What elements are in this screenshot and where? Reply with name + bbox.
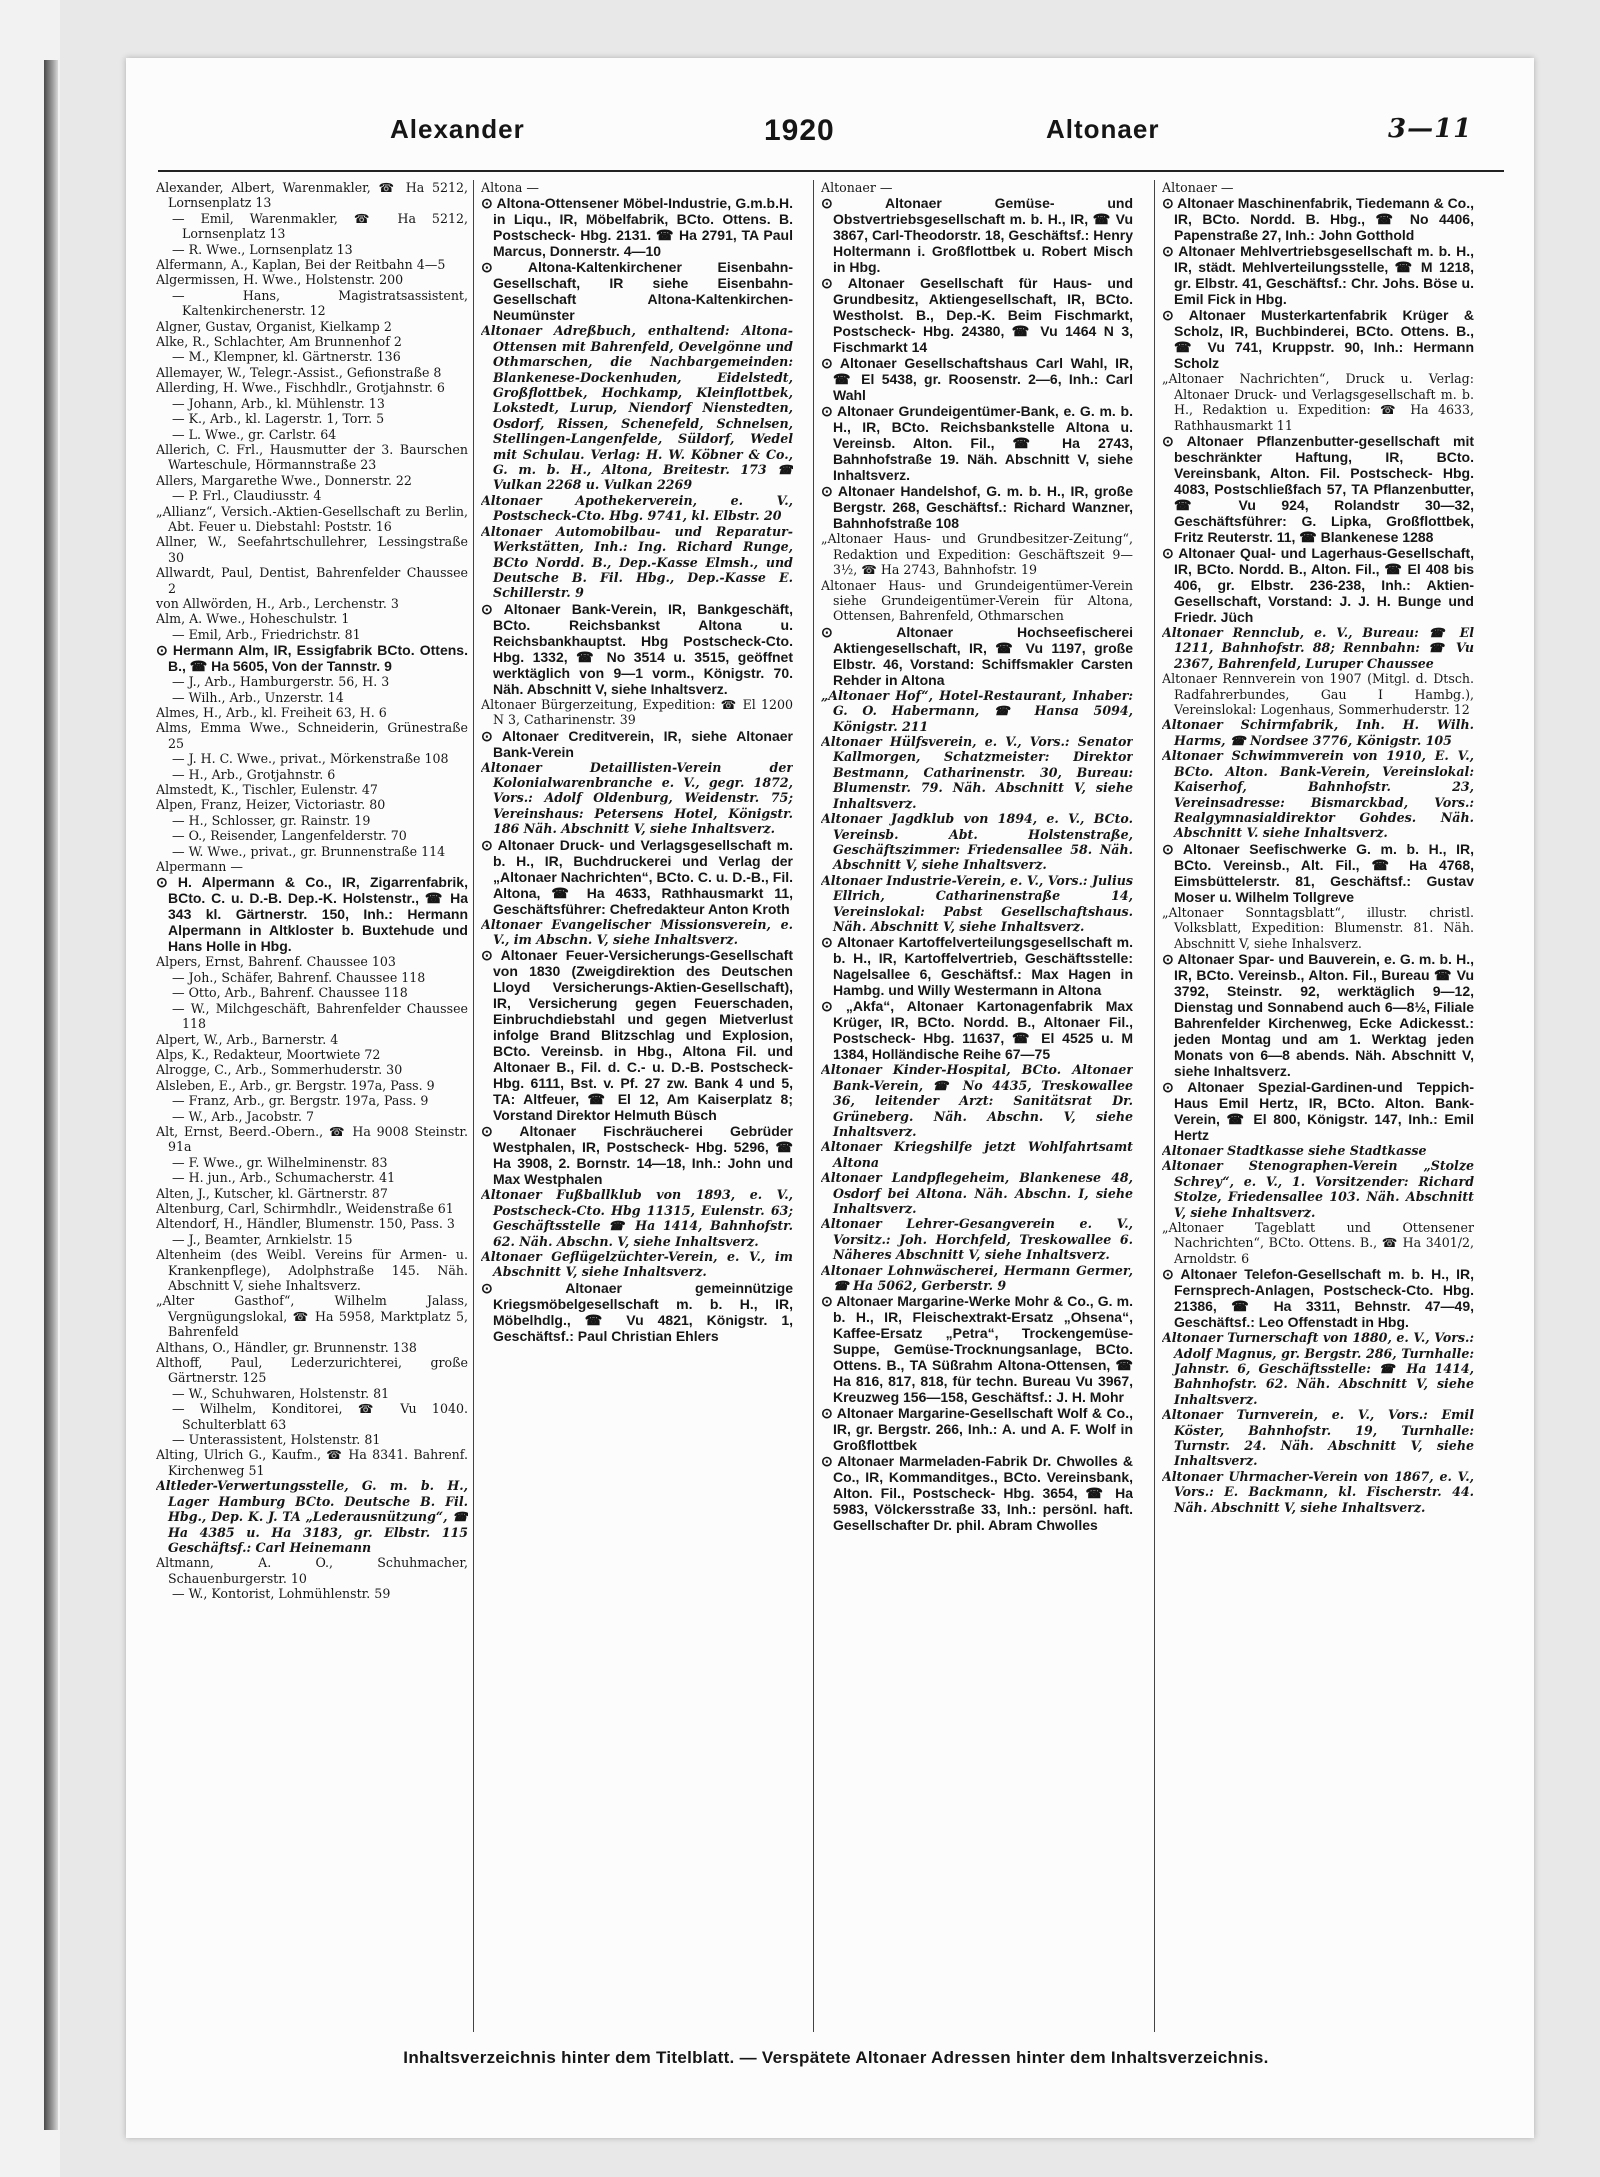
directory-entry: ⊙ Altonaer Feuer-Versicherungs-Gesellschaft von 1830 (Zweigdirektion des Deutschen Lloyd Versicherungs-Aktien-Gesellschaft), IR, Versicherung gegen Feuerschaden, Einbruchdiebstahl und gegen Mietverlust infolge Brand Blitzschlag und Explosion, BCto. Vereinsb. in Hbg., Altona Fil. und Altonaer B., Fil. d. C.- u. D.-B. Postscheck- Hbg. 6111, Bst. v. Pf. 27 zw. Bank 4 und 5, TA: Altfeuer, ☎ El 12, Am Kaiserplatz 8; Vorstand Direktor Helmuth Büsch <box>481 947 793 1124</box>
directory-entry: ⊙ Altona-Kaltenkirchener Eisenbahn-Gesellschaft, IR siehe Eisenbahn-Gesellschaft Altona-Kaltenkirchen-Neumünster <box>481 259 793 324</box>
directory-entry: ⊙ Altonaer Druck- und Verlagsgesellschaft m. b. H., IR, Buchdruckerei und Verlag der „Altonaer Nachrichten“, BCto. C. u. D.-B., Fil. Altona, ☎ Ha 4633, Rathhausmarkt 11, Geschäftsführer: Chefredakteur Anton Kroth <box>481 836 793 917</box>
directory-entry: — Wilhelm, Konditorei, ☎ Vu 1040. Schulterblatt 63 <box>172 1401 468 1432</box>
column-1 <box>156 180 468 2032</box>
directory-entry: — H. jun., Arb., Schumacherstr. 41 <box>172 1170 396 1186</box>
directory-entry: Altonaer Geflügelzüchter-Verein, e. V., im Abschnitt V, siehe Inhaltsverz. <box>481 1249 793 1280</box>
directory-entry: Alms, Emma Wwe., Schneiderin, Grünestraße 25 <box>156 720 468 751</box>
directory-entry: Althans, O., Händler, gr. Brunnenstr. 138 <box>156 1339 417 1355</box>
header-last-name: Altonaer <box>1046 114 1160 144</box>
directory-entry: „Altonaer Haus- und Grundbesitzer-Zeitung“, Redaktion und Expedition: Geschäftszeit 9—3½, ☎ Ha 2743, Bahnhofstr. 19 <box>821 531 1133 578</box>
directory-entry: Algner, Gustav, Organist, Kielkamp 2 <box>156 318 392 334</box>
directory-entry: Altonaer Lehrer-Gesangverein e. V., Vorsitz.: Joh. Horchfeld, Treskowallee 6. Näheres Abschnitt V, siehe Inhaltsverz. <box>821 1216 1133 1263</box>
directory-entry: Altenheim (des Weibl. Vereins für Armen- u. Krankenpflege), Adolphstraße 145. Näh. Abschnitt V, siehe Inhaltsverz. <box>156 1247 468 1293</box>
directory-entry: Alpers, Ernst, Bahrenf. Chaussee 103 <box>156 954 396 970</box>
directory-entry: „Allianz“, Versich.-Aktien-Gesellschaft zu Berlin, Abt. Feuer u. Diebstahl: Poststr. 16 <box>156 503 468 534</box>
directory-entry: Altonaer Turnverein, e. V., Vors.: Emil Köster, Bahnhofstr. 19, Turnhalle: Turnstr. 24. Näh. Abschnitt V, siehe Inhaltsverz. <box>1162 1407 1474 1469</box>
directory-entry: ⊙ Altonaer Spar- und Bauverein, e. G. m. b. H., IR, BCto. Vereinsb., Alton. Fil., Bureau ☎ Vu 3792, Steinstr. 92, werktäglich 9—12, Dienstag und Sonnabend auch 6—8½, Filiale Bahrenfelder Kirchenweg, Ecke Adickesst.: jeden Montag und am 1. Werktag jeden Monats von 6—8 abends. Näh. Abschnitt V, siehe Inhaltsverz. <box>1162 950 1474 1079</box>
directory-entry: Altonaer — <box>821 180 893 195</box>
directory-entry: Altmann, A. O., Schuhmacher, Schauenburgerstr. 10 <box>156 1555 468 1586</box>
directory-entry: Almes, H., Arb., kl. Freiheit 63, H. 6 <box>156 705 387 720</box>
directory-entry: ⊙ Altonaer Mehlvertriebsgesellschaft m. b. H., IR, städt. Mehlverteilungsstelle, ☎ M 1218, gr. Elbstr. 41, Geschäftsf.: Chr. Johs. Böse u. Emil Fick in Hbg. <box>1162 243 1474 308</box>
directory-entry: Alm, A. Wwe., Hoheschulstr. 1 <box>156 611 350 627</box>
directory-entry: Allemayer, W., Telegr.-Assist., Gefionstraße 8 <box>156 364 442 380</box>
directory-entry: Alpermann — <box>156 859 243 875</box>
directory-entry: — K., Arb., kl. Lagerstr. 1, Torr. 5 <box>172 411 385 427</box>
directory-entry: — W., Kontorist, Lohmühlenstr. 59 <box>172 1586 391 1602</box>
directory-entry: von Allwörden, H., Arb., Lerchenstr. 3 <box>156 595 399 611</box>
directory-entry: Altonaer Schwimmverein von 1910, E. V., BCto. Alton. Bank-Verein, Vereinslokal: Kaiserhof, Bahnhofstr. 23, Vereinsadresse: Bismarckbad, Vors.: Realgymnasialdirektor Gohdes. Näh. Abschnitt V. siehe Inhaltsverz. <box>1162 748 1474 841</box>
directory-entry: — Johann, Arb., kl. Mühlenstr. 13 <box>172 395 385 411</box>
header-first-name: Alexander <box>390 114 525 144</box>
directory-entry: Altonaer Automobilbau- und Reparatur-Werkstätten, Inh.: Ing. Richard Runge, BCto Nordd. B., Dep.-Kasse Elmsh., und Deutsche B. Fil. Hbg., Dep.-Kasse E. Schillerstr. 9 <box>481 523 793 601</box>
column-divider <box>813 180 814 2032</box>
directory-entry: — Emil, Arb., Friedrichstr. 81 <box>172 626 361 642</box>
directory-entry: ⊙ Altonaer Marmeladen-Fabrik Dr. Chwolles & Co., IR, Kommanditges., BCto. Vereinsbank, Alton. Fil., Postscheck- Hbg. 3654, ☎ Ha 5983, Völckersstraße 33, Inh.: persönl. haft. Gesellschafter Dr. phil. Abram Chwolles <box>821 1453 1133 1534</box>
directory-entry: ⊙ Altonaer Qual- und Lagerhaus-Gesellschaft, IR, BCto. Nordd. B., Alton. Fil., ☎ El 408 bis 406, gr. Elbstr. 236-238, Inh.: Aktien-Gesellschaft, Vorstand: J. J. H. Bunge und Friedr. Jüch <box>1162 545 1474 626</box>
directory-entry: Allerding, H. Wwe., Fischhdlr., Grotjahnstr. 6 <box>156 380 445 396</box>
directory-entry: Alten, J., Kutscher, kl. Gärtnerstr. 87 <box>156 1185 388 1201</box>
directory-entry: Altonaer Hülfsverein, e. V., Vors.: Senator Kallmorgen, Schatzmeister: Direktor Bestmann, Catharinenstr. 30, Bureau: Blumenstr. 79. Näh. Abschnitt V, siehe Inhaltsverz. <box>821 734 1133 811</box>
directory-entry: Almstedt, K., Tischler, Eulenstr. 47 <box>156 782 378 798</box>
directory-entry: ⊙ Altonaer Spezial-Gardinen-und Teppich-Haus Emil Hertz, IR, BCto. Alton. Bank-Verein, ☎ El 800, Königstr. 147, Inh.: Emil Hertz <box>1162 1078 1474 1143</box>
column-4 <box>1162 180 1474 2032</box>
directory-entry: Altonaer Uhrmacher-Verein von 1867, e. V., Vors.: E. Backmann, kl. Fischerstr. 44. Näh. Abschnitt V, siehe Inhaltsverz. <box>1162 1468 1474 1515</box>
directory-entry: Altonaer Stadtkasse siehe Stadtkasse <box>1162 1142 1427 1158</box>
directory-entry: ⊙ Altonaer Pflanzenbutter-gesellschaft mit beschränkter Haftung, IR, BCto. Vereinsbank, Alton. Fil. Postscheck- Hbg. 4083, Postschließfach 57, TA Pflanzenbutter, ☎ Vu 924, Rolandstr 30—32, Geschäftsführer: G. Lipka, Großflottbek, Fritz Reuterstr. 11, ☎ Blankenese 1288 <box>1162 433 1474 546</box>
directory-entry: — F. Wwe., gr. Wilhelminenstr. 83 <box>172 1154 388 1170</box>
directory-entry: ⊙ Altonaer Kartoffelverteilungsgesellschaft m. b. H., IR, Kartoffelvertrieb, Geschäftsstelle: Nagelsallee 6, Geschäftsf.: Max Hagen in Hambg. und Willy Westermann in Altona <box>821 934 1133 999</box>
running-header <box>126 114 1534 164</box>
directory-entry: Alt, Ernst, Beerd.-Obern., ☎ Ha 9008 Steinstr. 91a <box>156 1123 468 1155</box>
directory-entry: Altonaer — <box>1162 180 1234 195</box>
directory-entry: ⊙ Hermann Alm, IR, Essigfabrik BCto. Ottens. B., ☎ Ha 5605, Von der Tannstr. 9 <box>156 642 468 675</box>
directory-entry: „Altonaer Tageblatt und Ottensener Nachrichten“, BCto. Ottens. B., ☎ Ha 3401/2, Arnoldstr. 6 <box>1162 1219 1474 1266</box>
directory-entry: Alke, R., Schlachter, Am Brunnenhof 2 <box>156 334 402 350</box>
directory-entry: „Altonaer Nachrichten“, Druck u. Verlag: Altonaer Druck- und Verlagsgesellschaft m. b. H., Redaktion u. Expedition: ☎ Ha 4633, Rathhausmarkt 11 <box>1162 371 1474 433</box>
directory-entry: Alrogge, C., Arb., Sommerhuderstr. 30 <box>156 1062 403 1078</box>
directory-entry: ⊙ Altonaer Gesellschaftshaus Carl Wahl, IR, ☎ El 5438, gr. Roosenstr. 2—6, Inh.: Carl Wahl <box>821 355 1133 404</box>
directory-entry: — Emil, Warenmakler, ☎ Ha 5212, Lornsenplatz 13 <box>172 210 468 242</box>
directory-entry: Altenburg, Carl, Schirmhdlr., Weidenstraße 61 <box>156 1200 454 1216</box>
directory-entry: Althoff, Paul, Lederzurichterei, große Gärtnerstr. 125 <box>156 1355 468 1386</box>
directory-entry: — Otto, Arb., Bahrenf. Chaussee 118 <box>172 985 408 1001</box>
directory-entry: Alpert, W., Arb., Barnerstr. 4 <box>156 1031 339 1047</box>
directory-entry: „Altonaer Sonntagsblatt“, illustr. christl. Volksblatt, Expedition: Blumenstr. 81. Näh. Abschnitt V, siehe Inhalsverz. <box>1162 904 1474 951</box>
directory-entry: Alfermann, A., Kaplan, Bei der Reitbahn 4—5 <box>156 257 446 273</box>
directory-entry: „Altonaer Hof“, Hotel-Restaurant, Inhaber: G. O. Habermann, ☎ Hansa 5094, Königstr. 211 <box>821 687 1133 734</box>
column-divider <box>1154 180 1155 2032</box>
directory-entry: ⊙ Altonaer gemeinnützige Kriegsmöbelgesellschaft m. b. H., IR, Möbelhdlg., ☎ Vu 4821, Königstr. 1, Geschäftsf.: Paul Christian Ehlers <box>481 1279 793 1344</box>
directory-entry: ⊙ Altonaer Handelshof, G. m. b. H., IR, große Bergstr. 268, Geschäftsf.: Richard Wanzner, Bahnhofstraße 108 <box>821 483 1133 532</box>
directory-entry: Allers, Margarethe Wwe., Donnerstr. 22 <box>156 472 412 488</box>
directory-entry: Allerich, C. Frl., Hausmutter der 3. Baurschen Warteschule, Hörmannstraße 23 <box>156 441 468 473</box>
directory-entry: — W., Milchgeschäft, Bahrenfelder Chaussee 118 <box>172 1000 468 1032</box>
directory-entry: ⊙ Altonaer Seefischwerke G. m. b. H., IR, BCto. Vereinsb., Alt. Fil., ☎ Ha 4768, Eimsbüttelerstr. 81, Geschäftsf.: Gustav Moser u. Wilhelm Tollgreve <box>1162 840 1474 905</box>
directory-entry: Altonaer Rennclub, e. V., Bureau: ☎ El 1211, Bahnhofstr. 88; Rennbahn: ☎ Vu 2367, Bahrenfeld, Luruper Chaussee <box>1162 625 1474 671</box>
directory-entry: Altendorf, H., Händler, Blumenstr. 150, Pass. 3 <box>156 1216 455 1232</box>
directory-entry: Altonaer Bürgerzeitung, Expedition: ☎ El 1200 N 3, Catharinenstr. 39 <box>481 696 793 728</box>
directory-entry: — O., Reisender, Langenfelderstr. 70 <box>172 828 407 844</box>
directory-entry: Alpen, Franz, Heizer, Victoriastr. 80 <box>156 797 386 813</box>
directory-entry: Altonaer Stenographen-Verein „Stolze Schrey“, e. V., 1. Vorsitzender: Richard Stolze, Friedensallee 103. Näh. Abschnitt V, siehe Inhaltsverz. <box>1162 1158 1474 1220</box>
directory-entry: ⊙ Altonaer Margarine-Gesellschaft Wolf & Co., IR, gr. Bergstr. 266, Inh.: A. und A. F. Wolf in Großflottbek <box>821 1405 1133 1454</box>
directory-entry: Altonaer Haus- und Grundeigentümer-Verein siehe Grundeigentümer-Verein für Altona, Ottensen, Bahrenfeld, Othmarschen <box>821 577 1133 624</box>
directory-entry: — J., Beamter, Arnkielstr. 15 <box>172 1231 353 1247</box>
directory-entry: ⊙ Altona-Ottensener Möbel-Industrie, G.m.b.H. in Liqu., IR, Möbelfabrik, BCto. Ottens. B. Postscheck- Hbg. 2131. ☎ Ha 2791, TA Paul Marcus, Donnerstr. 4—10 <box>481 195 793 260</box>
directory-entry: ⊙ Altonaer Fischräucherei Gebrüder Westphalen, IR, Postscheck- Hbg. 5296, ☎ Ha 3908, 2. Bornstr. 14—18, Inh.: John und Max Westphalen <box>481 1123 793 1188</box>
directory-entry: ⊙ Altonaer Creditverein, IR, siehe Altonaer Bank-Verein <box>481 727 793 760</box>
directory-entry: — W., Schuhwaren, Holstenstr. 81 <box>172 1385 390 1401</box>
column-3 <box>821 180 1133 2032</box>
header-year: 1920 <box>764 114 835 147</box>
directory-entry: Altonaer Lohnwäscherei, Hermann Germer, ☎ Ha 5062, Gerberstr. 9 <box>821 1262 1133 1294</box>
page-number: 3—11 <box>1388 114 1473 144</box>
footer-note: Inhaltsverzeichnis hinter dem Titelblatt. — Verspätete Altonaer Adressen hinter dem Inhaltsverzeichnis. <box>403 2048 1269 2067</box>
book-spine <box>44 60 58 2130</box>
directory-entry: ⊙ Altonaer Margarine-Werke Mohr & Co., G. m. b. H., IR, Fleischextrakt-Ersatz „Ohsena“, Kaffee-Ersatz „Petra“, Trockengemüse-Suppe, Gemüse-Trocknungsanlage, BCto. Ottens. B., TA Süßrahm Altona-Ottensen, ☎ Ha 816, 817, 818, für techn. Bureau Vu 3967, Kreuzweg 156—158, Geschäftsf.: J. H. Mohr <box>821 1293 1133 1406</box>
column-divider <box>473 180 474 2032</box>
directory-entry: Alps, K., Redakteur, Moortwiete 72 <box>156 1046 381 1062</box>
directory-page <box>126 58 1534 2138</box>
directory-entry: Altonaer Industrie-Verein, e. V., Vors.: Julius Ellrich, Catharinenstraße 14, Vereinslokal: Pabst Gesellschaftshaus. Näh. Abschnitt V, siehe Inhaltsverz. <box>821 872 1133 934</box>
directory-entry: — H., Arb., Grotjahnstr. 6 <box>172 766 336 782</box>
column-2 <box>481 180 793 2032</box>
directory-entry: ⊙ Altonaer Gemüse- und Obstvertriebsgesellschaft m. b. H., IR, ☎ Vu 3867, Carl-Theodorstr. 18, Geschäftsf.: Henry Holtermann i. Großflottbek u. Robert Misch in Hbg. <box>821 195 1133 276</box>
directory-entry: Altonaer Fußballklub von 1893, e. V., Postscheck-Cto. Hbg 11315, Eulenstr. 63; Geschäftsstelle ☎ Ha 1414, Bahnhofstr. 62. Näh. Abschn. V, siehe Inhaltsverz. <box>481 1187 793 1249</box>
directory-entry: Altonaer Adreßbuch, enthaltend: Altona-Ottensen mit Bahrenfeld, Oevelgönne und Othmarschen, die Nachbargemeinden: Blankenese-Dockenhuden, Eidelstedt, Großflottbek, Hochkamp, Kleinflottbek, Lokstedt, Lurup, Niendorf Nienstedten, Osdorf, Rissen, Schenefeld, Schnelsen, Stellingen-Langenfelde, Süldorf, Wedel mit Schulau. Verlag: H. W. Köbner & Co., G. m. b. H., Altona, Breitestr. 173 ☎ Vulkan 2268 u. Vulkan 2269 <box>481 323 793 493</box>
directory-entry: — Joh., Schäfer, Bahrenf. Chaussee 118 <box>172 969 426 985</box>
directory-entry: Altonaer Rennverein von 1907 (Mitgl. d. Dtsch. Radfahrerbundes, Gau I Hambg.), Vereinslokal: Logenhaus, Sommerhuderstr. 12 <box>1162 671 1474 718</box>
directory-entry: — R. Wwe., Lornsenplatz 13 <box>172 241 353 257</box>
directory-entry: ⊙ Altonaer Grundeigentümer-Bank, e. G. m. b. H., IR, BCto. Reichsbankstelle Altona u. Vereinsb. Alton. Fil., ☎ Ha 2743, Bahnhofstraße 19. Näh. Abschnitt V, siehe Inhaltsverz. <box>821 403 1133 484</box>
directory-entry: Altonaer Kinder-Hospital, BCto. Altonaer Bank-Verein, ☎ No 4435, Treskowallee 36, leitender Arzt: Sanitätsrat Dr. Grüneberg. Näh. Abschn. V, siehe Inhaltsverz. <box>821 1062 1133 1139</box>
directory-entry: ⊙ Altonaer Gesellschaft für Haus- und Grundbesitz, Aktiengesellschaft, IR, BCto. Westholst. B., Dep.-K. Beim Fischmarkt, Postscheck- Hbg. 24380, ☎ Vu 1464 N 3, Fischmarkt 14 <box>821 275 1133 356</box>
directory-entry: — Hans, Magistratsassistent, Kaltenkirchenerstr. 12 <box>172 287 468 319</box>
directory-entry: — H., Schlosser, gr. Rainstr. 19 <box>172 812 371 828</box>
directory-entry: ⊙ „Akfa“, Altonaer Kartonagenfabrik Max Krüger, IR, BCto. Nordd. B., Altonaer Fil., Postscheck- Hbg. 11637, ☎ El 4525 u. M 1384, Holländische Reihe 67—75 <box>821 998 1133 1063</box>
directory-entry: — J. H. C. Wwe., privat., Mörkenstraße 108 <box>172 751 449 767</box>
directory-entry: — W. Wwe., privat., gr. Brunnenstraße 114 <box>172 843 446 859</box>
directory-entry: „Alter Gasthof“, Wilhelm Jalass, Vergnügungslokal, ☎ Ha 5958, Marktplatz 5, Bahrenfeld <box>156 1293 468 1340</box>
directory-entry: Altonaer Kriegshilfe jetzt Wohlfahrtsamt Altona <box>821 1139 1133 1170</box>
directory-entry: Allwardt, Paul, Dentist, Bahrenfelder Chaussee 2 <box>156 565 468 596</box>
directory-entry: — Wilh., Arb., Unzerstr. 14 <box>172 689 344 705</box>
directory-entry: ⊙ Altonaer Telefon-Gesellschaft m. b. H., IR, Fernsprech-Anlagen, Postscheck-Cto. Hbg. 21386, ☎ Ha 3311, Behnstr. 47—49, Geschäftsf.: Leo Offenstadt in Hbg. <box>1162 1266 1474 1331</box>
directory-entry: Altonaer Jagdklub von 1894, e. V., BCto. Vereinsb. Abt. Holstenstraße, Geschäftszimmer: Friedensallee 58. Näh. Abschnitt V, siehe Inhaltsverz. <box>821 811 1133 873</box>
header-rule <box>158 170 1504 172</box>
directory-entry: Altonaer Schirmfabrik, Inh. H. Wilh. Harms, ☎ Nordsee 3776, Königstr. 105 <box>1162 717 1474 748</box>
directory-entry: ⊙ Altonaer Hochseefischerei Aktiengesellschaft, IR, ☎ Vu 1197, große Elbstr. 46, Vorstand: Schiffsmakler Carsten Rehder in Altona <box>821 623 1133 688</box>
directory-entry: ⊙ Altonaer Maschinenfabrik, Tiedemann & Co., IR, BCto. Nordd. B. Hbg., ☎ No 4406, Papenstraße 27, Inh.: John Gotthold <box>1162 195 1474 244</box>
directory-entry: — Franz, Arb., gr. Bergstr. 197a, Pass. 9 <box>172 1093 429 1109</box>
directory-entry: Altona — <box>481 180 539 195</box>
directory-entry: — W., Arb., Jacobstr. 7 <box>172 1108 314 1124</box>
directory-entry: ⊙ H. Alpermann & Co., IR, Zigarrenfabrik, BCto. C. u. D.-B. Dep.-K. Holstenstr., ☎ Ha 343 kl. Gärtnerstr. 150, Inh.: Hermann Alpermann in Altkloster b. Buxtehude und Hans Holle in Hbg. <box>156 874 468 955</box>
directory-entry: — L. Wwe., gr. Carlstr. 64 <box>172 426 337 442</box>
directory-entry: Altonaer Apothekerverein, e. V., Postscheck-Cto. Hbg. 9741, kl. Elbstr. 20 <box>481 492 793 524</box>
directory-entry: Altleder-Verwertungsstelle, G. m. b. H., Lager Hamburg BCto. Deutsche B. Fil. Hbg., Dep. K. J. TA „Lederausnützung“, ☎ Ha 4385 u. Ha 3183, gr. Elbstr. 115 Geschäftsf.: Carl Heinemann <box>156 1478 468 1555</box>
directory-entry: ⊙ Altonaer Musterkartenfabrik Krüger & Scholz, IR, Buchbinderei, BCto. Ottens. B., ☎ Vu 741, Kruppstr. 90, Inh.: Hermann Scholz <box>1162 307 1474 372</box>
directory-entry: ⊙ Altonaer Bank-Verein, IR, Bankgeschäft, BCto. Reichsbankst Altona u. Reichsbankhauptst. Hbg Postscheck-Cto. Hbg. 1332, ☎ No 3514 u. 3515, geöffnet werktäglich von 9—1 vorm., Königstr. 70. Näh. Abschnitt V, siehe Inhaltsverz. <box>481 600 793 697</box>
directory-entry: — P. Frl., Claudiusstr. 4 <box>172 488 322 504</box>
directory-entry: — Unterassistent, Holstenstr. 81 <box>172 1432 381 1448</box>
directory-entry: Altonaer Turnerschaft von 1880, e. V., Vors.: Adolf Magnus, gr. Bergstr. 286, Turnhalle: Jahnstr. 6, Geschäftsstelle: ☎ Ha 1414, Bahnhofstr. 62. Näh. Abschnitt V, siehe Inhaltsverz. <box>1162 1330 1474 1407</box>
directory-entry: Algermissen, H. Wwe., Holstenstr. 200 <box>156 272 404 288</box>
directory-entry: Altonaer Evangelischer Missionsverein, e. V., im Abschn. V, siehe Inhaltsverz. <box>481 916 793 947</box>
directory-entry: Altonaer Detaillisten-Verein der Kolonialwarenbranche e. V., gegr. 1872, Vors.: Adolf Oldenburg, Weidenstr. 75; Vereinshaus: Petersens Hotel, Königstr. 186 Näh. Abschnitt V, siehe Inhaltsverz. <box>481 759 793 837</box>
directory-entry: Alsleben, E., Arb., gr. Bergstr. 197a, Pass. 9 <box>156 1077 435 1093</box>
directory-entry: — J., Arb., Hamburgerstr. 56, H. 3 <box>172 674 390 690</box>
directory-entry: Alexander, Albert, Warenmakler, ☎ Ha 5212, Lornsenplatz 13 <box>156 180 468 211</box>
directory-entry: — M., Klempner, kl. Gärtnerstr. 136 <box>172 349 401 365</box>
directory-entry: Alting, Ulrich G., Kaufm., ☎ Ha 8341. Bahrenf. Kirchenweg 51 <box>156 1447 468 1478</box>
directory-entry: Allner, W., Seefahrtschullehrer, Lessingstraße 30 <box>156 534 468 565</box>
directory-entry: Altonaer Landpflegeheim, Blankenese 48, Osdorf bei Altona. Näh. Abschn. I, siehe Inhaltsverz. <box>821 1170 1133 1216</box>
